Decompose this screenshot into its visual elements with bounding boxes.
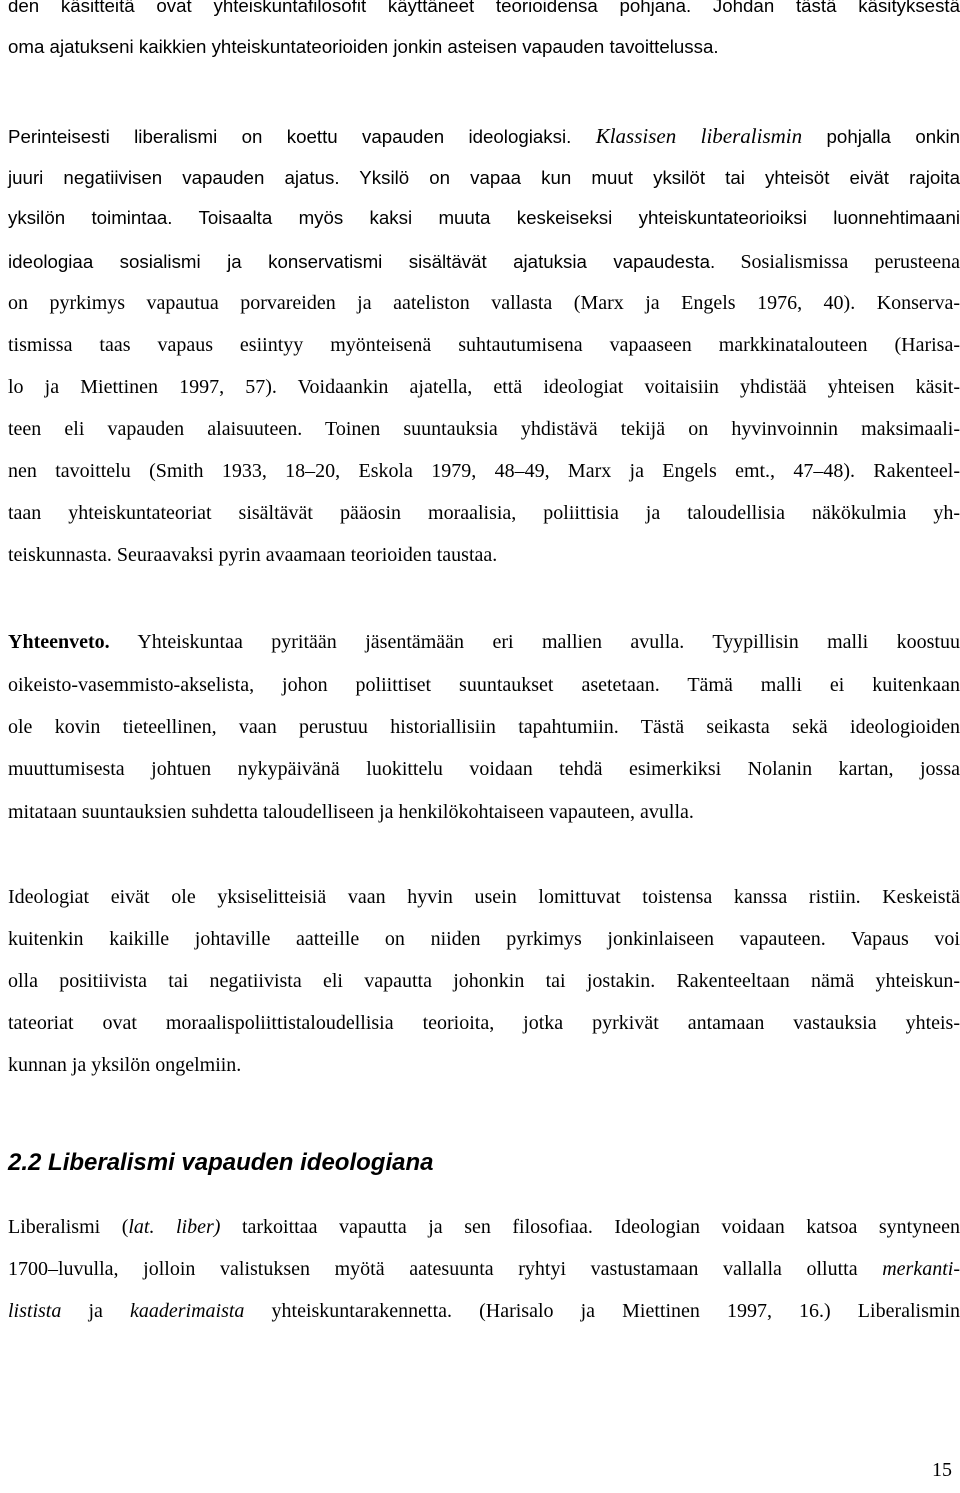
body-text-line: Ideologiat eivät ole yksiselitteisiä vaan hyvin usein lomittuvat toistensa kanssa ristiin. Keskeistä — [8, 886, 960, 908]
section-heading: 2.2 Liberalismi vapauden ideologiana — [8, 1149, 434, 1176]
body-text-line: taan yhteiskuntateoriat sisältävät pääosin moraalisia, poliittisia ja taloudellisia näkökulmia yh- — [8, 502, 960, 524]
italic-term: merkanti- — [882, 1258, 960, 1280]
text-span: Yhteiskuntaa pyritään jäsentämään eri mallien avulla. Tyypillisin malli koostuu — [137, 631, 960, 653]
body-text-line: nen tavoittelu (Smith 1933, 18–20, Eskola 1979, 48–49, Marx ja Engels emt., 47–48). Rakenteel- — [8, 460, 960, 482]
body-text-line: mitataan suuntauksien suhdetta taloudelliseen ja henkilökohtaiseen vapauteen, avulla. — [8, 801, 694, 823]
body-text-line — [8, 1301, 960, 1321]
italic-term: kaaderimaista — [129, 1300, 245, 1322]
text-span: ja — [88, 1300, 103, 1322]
italic-term: Klassisen liberalismin — [595, 124, 803, 148]
text-span: 1700–luvulla, jolloin valistuksen myötä aatesuunta ryhtyi vastustamaan vallalla ollutta — [8, 1258, 858, 1280]
body-text-line — [8, 126, 960, 147]
text-span: Liberalismi ( — [8, 1216, 129, 1238]
body-text-line: on pyrkimys vapautua porvareiden ja aateliston vallasta (Marx ja Engels 1976, 40). Konserva- — [8, 292, 960, 314]
body-text-line: kunnan ja yksilön ongelmiin. — [8, 1054, 242, 1076]
page-number: 15 — [932, 1459, 952, 1481]
text-span: yhteiskuntarakennetta. (Harisalo ja Miettinen 1997, 16.) Liberalismin — [271, 1300, 960, 1322]
summary-label: Yhteenveto. — [8, 631, 110, 653]
text-span: pohjalla onkin — [826, 126, 960, 147]
body-text-line: olla positiivista tai negatiivista eli vapautta johonkin tai jostakin. Rakenteeltaan nämä yhteiskun- — [8, 970, 960, 992]
body-text-line: juuri negatiivisen vapauden ajatus. Yksilö on vapaa kun muut yksilöt tai yhteisöt eivät rajoita — [8, 167, 960, 188]
body-text-line: tateoriat ovat moraalispoliittistaloudellisia teorioita, jotka pyrkivät antamaan vastauksia yhteis- — [8, 1012, 960, 1034]
text-span: ideologiaa sosialismi ja konservatismi sisältävät ajatuksia vapaudesta. — [8, 251, 716, 272]
body-text-line: yksilön toimintaa. Toisaalta myös kaksi muuta keskeiseksi yhteiskuntateorioiksi luonnehtimaani — [8, 207, 960, 228]
body-text-line: teiskunnasta. Seuraavaksi pyrin avaamaan teorioiden taustaa. — [8, 544, 498, 566]
text-span: tarkoittaa vapautta ja sen filosofiaa. Ideologian voidaan katsoa syntyneen — [241, 1216, 960, 1238]
text-span: Perinteisesti liberalismi on koettu vapauden ideologiaksi. — [8, 126, 572, 147]
body-text-line: lo ja Miettinen 1997, 57). Voidaankin ajatella, että ideologiat voitaisiin yhdistää yhteisen käsit- — [8, 376, 960, 398]
body-text-line — [8, 632, 960, 652]
body-text-line: den käsitteitä ovat yhteiskuntafilosofit käyttäneet teorioidensa pohjana. Johdan tästä käsityksestä — [8, 0, 960, 16]
body-text-line: oma ajatukseni kaikkien yhteiskuntateorioiden jonkin asteisen vapauden tavoittelussa. — [8, 36, 719, 57]
body-text-line — [8, 252, 960, 272]
italic-term: lat. liber) — [128, 1216, 221, 1238]
body-text-line: tismissa taas vapaus esiintyy myönteisenä suhtautumisena vapaaseen markkinatalouteen (Harisa- — [8, 334, 960, 356]
body-text-line: muuttumisesta johtuen nykypäivänä luokittelu voidaan tehdä esimerkiksi Nolanin kartan, jossa — [8, 758, 960, 780]
body-text-line: teen eli vapauden alaisuuteen. Toinen suuntauksia yhdistävä tekijä on hyvinvoinnin maksimaali- — [8, 418, 960, 440]
body-text-line — [8, 1217, 960, 1237]
body-text-line — [8, 1259, 960, 1279]
body-text-line: oikeisto-vasemmisto-akselista, johon poliittiset suuntaukset asetetaan. Tämä malli ei kuitenkaan — [8, 674, 960, 696]
body-text-line: ole kovin tieteellinen, vaan perustuu historiallisiin tapahtumiin. Tästä seikasta sekä ideologioiden — [8, 716, 960, 738]
text-span: Sosialismissa perusteena — [740, 251, 960, 273]
body-text-line: kuitenkin kaikille johtaville aatteille on niiden pyrkimys jonkinlaiseen vapauteen. Vapaus voi — [8, 928, 960, 950]
italic-term: listista — [8, 1300, 62, 1322]
